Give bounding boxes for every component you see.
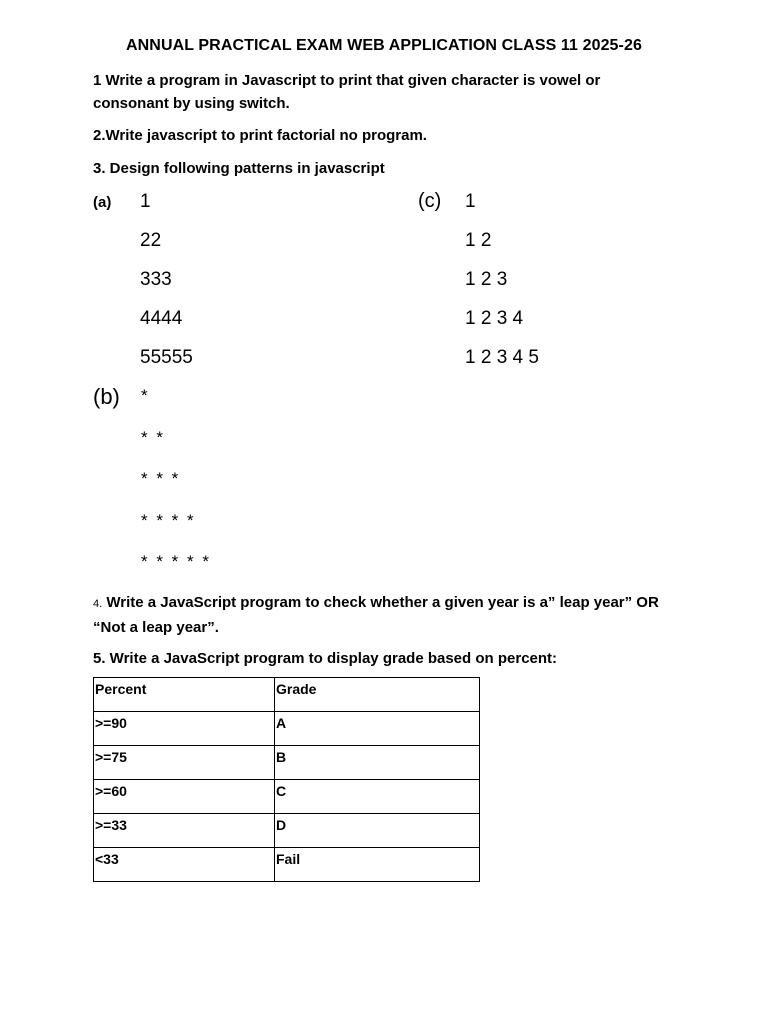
pattern-a-row: 22 [140,230,162,251]
table-cell: A [275,712,480,746]
pattern-c-label: (c) [418,190,442,212]
table-cell: >=90 [94,712,275,746]
table-cell: Fail [275,848,480,882]
question-3: 3. Design following patterns in javascript [93,160,385,177]
pattern-a-row: 1 [140,191,151,212]
table-cell: D [275,814,480,848]
pattern-c-row: 1 2 3 [465,269,508,290]
pattern-c [465,190,539,385]
pattern-b [141,384,211,592]
pattern-a-label: (a) [93,194,112,211]
table-cell: >=75 [94,746,275,780]
table-row [94,712,480,746]
question-5: 5. Write a JavaScript program to display grade based on percent: [93,650,558,667]
question-4 [93,591,673,639]
table-header-cell: Grade [275,678,480,712]
table-cell: >=60 [94,780,275,814]
table-header-row [94,678,480,712]
question-4-number: 4. [93,598,103,610]
pattern-c-row: 1 [465,191,476,212]
pattern-b-label: (b) [93,384,120,409]
question-1: 1 Write a program in Javascript to print that given character is vowel or consonant by using switch. [93,72,601,112]
pattern-b-row: * * * [141,469,181,488]
table-cell: >=33 [94,814,275,848]
pattern-c-row: 1 2 [465,230,492,251]
table-header-cell: Percent [94,678,275,712]
table-row [94,848,480,882]
grade-table [93,677,480,882]
question-4-text: Write a JavaScript program to check whether a given year is a” leap year” OR “Not a leap year”. [93,594,659,636]
page-title: ANNUAL PRACTICAL EXAM WEB APPLICATION CLASS 11 2025-26 [125,37,642,54]
pattern-a-row: 4444 [140,308,183,329]
pattern-a-row: 55555 [140,347,193,368]
pattern-b-row: * * * * * [141,552,211,571]
question-2: 2.Write javascript to print factorial no program. [93,127,427,144]
table-cell: <33 [94,848,275,882]
table-row [94,814,480,848]
pattern-b-row: * [141,386,150,405]
table-row [94,780,480,814]
pattern-b-row: * * * * [141,510,196,530]
pattern-a [140,190,193,385]
pattern-b-row: * * [141,427,165,447]
pattern-c-row: 1 2 3 4 5 [465,347,539,368]
table-row [94,746,480,780]
pattern-a-row: 333 [140,269,172,290]
table-cell: C [275,780,480,814]
table-cell: B [275,746,480,780]
pattern-c-row: 1 2 3 4 [465,308,524,329]
